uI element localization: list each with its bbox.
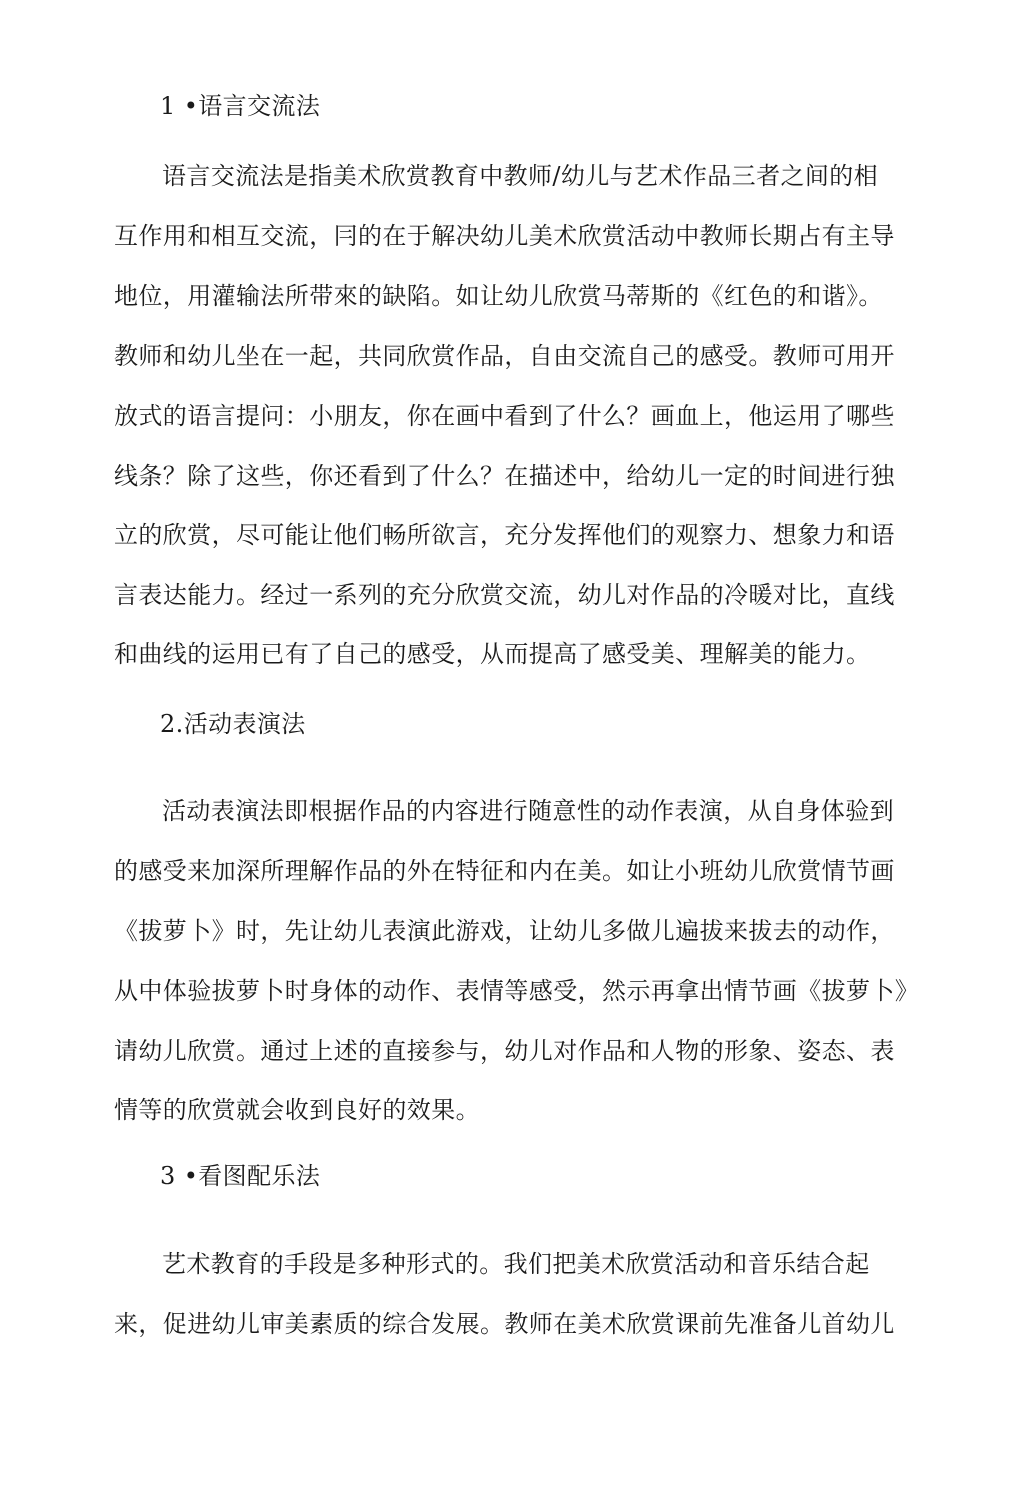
section-heading-1: 1 •语言交流法 [160, 92, 321, 120]
paragraph-line: 教师和幼儿坐在一起，共同欣赏作品，自由交流自己的感受。教师可用开 [114, 342, 895, 370]
paragraph-line: 从中体验拔萝卜时身体的动作、表情等感受，然示再拿出情节画《拔萝卜》 [114, 977, 920, 1005]
paragraph-line: 和曲线的运用已有了自己的感受，从而提高了感受美、理解美的能力。 [114, 640, 871, 668]
section-heading-3: 3 •看图配乐法 [160, 1162, 321, 1190]
paragraph-line: 情等的欣赏就会收到良好的效果。 [114, 1096, 480, 1124]
paragraph-line: 艺术教育的手段是多种形式的。我们把美术欣赏活动和音乐结合起 [162, 1250, 870, 1278]
paragraph-line: 来，促进幼儿审美素质的综合发展。教师在美术欣赏课前先准备儿首幼儿 [114, 1310, 895, 1338]
paragraph-line: 放式的语言提问：小朋友，你在画中看到了什么？画血上，他运用了哪些 [114, 402, 895, 430]
paragraph-line: 语言交流法是指美术欣赏教育中教师/幼儿与艺术作品三者之间的相 [162, 162, 879, 190]
paragraph-line: 请幼儿欣赏。通过上述的直接参与，幼儿对作品和人物的形象、姿态、表 [114, 1037, 895, 1065]
paragraph-line: 活动表演法即根据作品的内容进行随意性的动作表演，从自身体验到 [162, 797, 894, 825]
paragraph-line: 互作用和相互交流，冃的在于解决幼儿美术欣赏活动中教师长期占有主导 [114, 222, 895, 250]
section-heading-2: 2.活动表演法 [160, 710, 306, 738]
paragraph-line: 言表达能力。经过一系列的充分欣赏交流，幼儿对作品的冷暖对比，直线 [114, 581, 895, 609]
paragraph-line: 的感受来加深所理解作品的外在特征和内在美。如让小班幼儿欣赏情节画 [114, 857, 895, 885]
paragraph-line: 地位，用灌输法所带來的缺陷。如让幼儿欣赏马蒂斯的《红色的和谐》。 [114, 282, 883, 310]
paragraph-line: 线条？除了这些，你还看到了什么？在描述中，给幼儿一定的时间进行独 [114, 462, 895, 490]
paragraph-line: 立的欣赏，尽可能让他们畅所欲言，充分发挥他们的观察力、想象力和语 [114, 521, 895, 549]
paragraph-line: 《拔萝卜》时，先让幼儿表演此游戏，让幼儿多做儿遍拔来拔去的动作， [114, 917, 895, 945]
